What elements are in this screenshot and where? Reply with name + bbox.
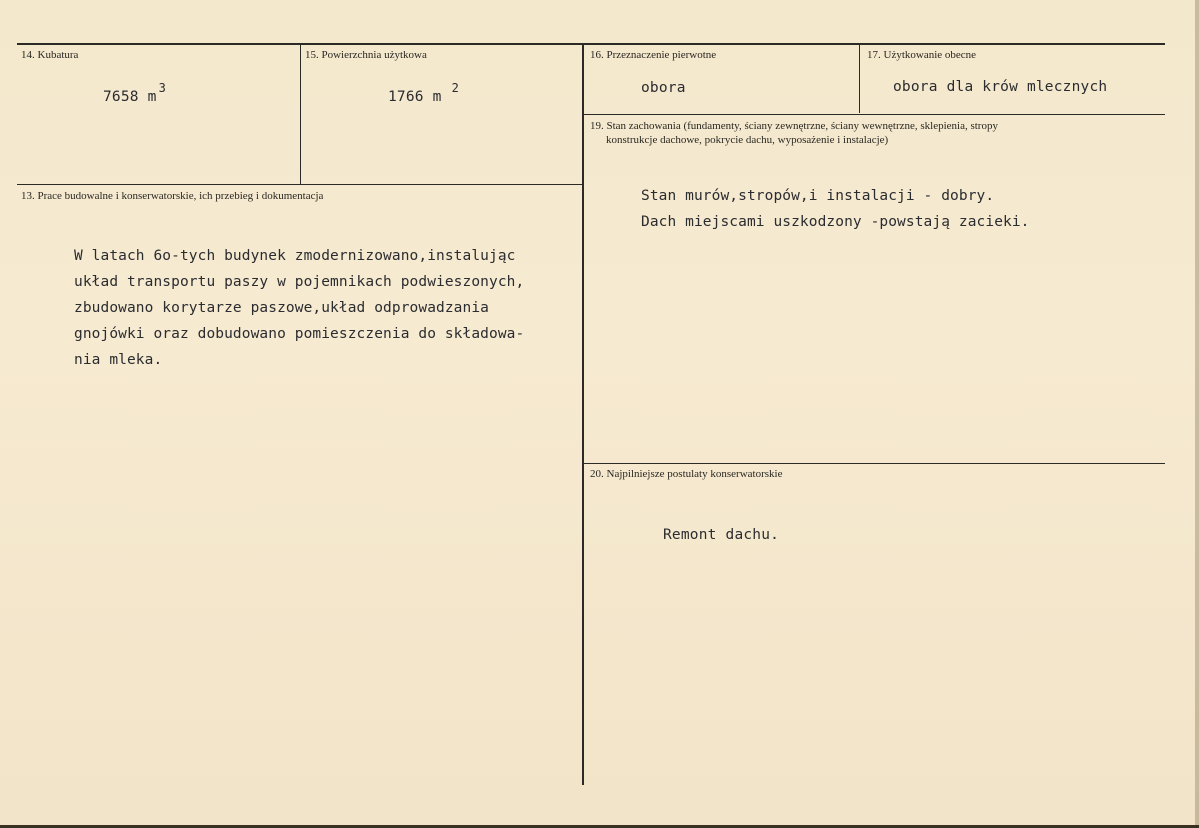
stan-line: Dach miejscami uszkodzony -powstają zacieki.	[641, 214, 1030, 230]
prace-label: 13. Prace budowalne i konserwatorskie, ich przebieg i dokumentacja	[21, 190, 324, 202]
powierzchnia-unit-exponent: 2	[451, 81, 460, 95]
divider-14-15	[300, 45, 301, 184]
powierzchnia-number: 1766 m	[388, 89, 442, 105]
powierzchnia-value	[388, 81, 460, 105]
przeznaczenie-label: 16. Przeznaczenie pierwotne	[590, 49, 717, 61]
card-right-edge	[1195, 0, 1199, 828]
stan-label-line2: konstrukcje dachowe, pokrycie dachu, wyposażenie i instalacje)	[606, 134, 889, 146]
kubatura-number: 7658 m	[103, 89, 157, 105]
uzytkowanie-value: obora dla krów mlecznych	[893, 79, 1108, 95]
prace-line: zbudowano korytarze paszowe,układ odprowadzania	[74, 300, 489, 316]
prace-line: nia mleka.	[74, 352, 163, 368]
postulaty-label: 20. Najpilniejsze postulaty konserwatorskie	[590, 468, 783, 480]
postulaty-value: Remont dachu.	[663, 527, 780, 543]
przeznaczenie-value: obora	[641, 80, 686, 96]
top-border	[17, 43, 1165, 45]
stan-label-line1: 19. Stan zachowania (fundamenty, ściany zewnętrzne, ściany wewnętrzne, sklepienia, stropy	[590, 120, 998, 132]
prace-text	[74, 243, 524, 373]
divider-16-17	[859, 45, 860, 113]
divider-main-vertical	[582, 45, 584, 785]
kubatura-value	[103, 81, 167, 105]
prace-line: gnojówki oraz dobudowano pomieszczenia do składowa-	[74, 326, 525, 342]
kubatura-unit-exponent: 3	[158, 81, 167, 95]
prace-line: układ transportu paszy w pojemnikach podwieszonych,	[74, 274, 525, 290]
prace-line: W latach 6o-tych budynek zmodernizowano,instalując	[74, 248, 516, 264]
divider-row-20	[584, 463, 1165, 464]
stan-text	[641, 183, 1030, 235]
powierzchnia-label: 15. Powierzchnia użytkowa	[305, 49, 427, 61]
stan-line: Stan murów,stropów,i instalacji - dobry.	[641, 188, 995, 204]
uzytkowanie-label: 17. Użytkowanie obecne	[867, 49, 977, 61]
divider-row-19	[584, 114, 1165, 115]
kubatura-label: 14. Kubatura	[21, 49, 79, 61]
divider-row-13	[17, 184, 582, 185]
